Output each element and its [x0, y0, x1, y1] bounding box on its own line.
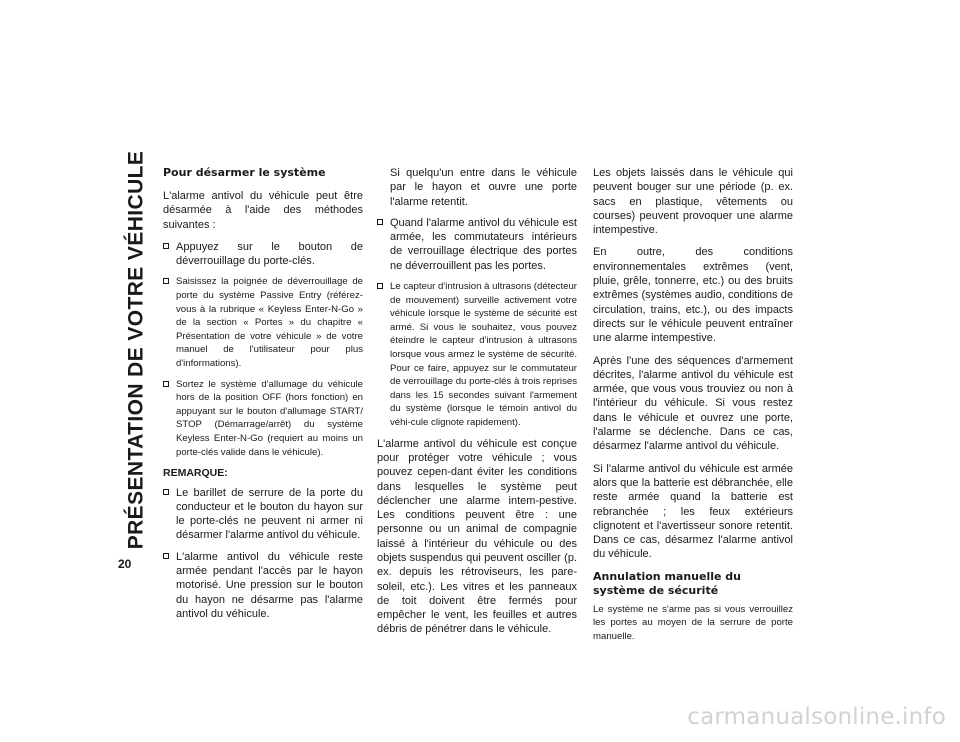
disarm-intro: L'alarme antivol du véhicule peut être désarmée à l'aide des méthodes suivantes :: [163, 190, 363, 231]
paragraph: Si l'alarme antivol du véhicule est armée alors que la batterie est débranchée, elle reste armée quand la batterie est rebranchée ; les feux extérieurs clignotent et l'avertisseur sonore retentit. Dans ce cas, désarmez l'alarme antivol du véhicule.: [593, 462, 793, 561]
paragraph: En outre, des conditions environnementales extrêmes (vent, pluie, grêle, tonnerre, etc.) ou des bruits extrêmes (systèmes audio, conditions de circulation, trains, etc.), ou des impacts directs sur le véhicule peuvent entraîner une alarme intempestive.: [593, 246, 793, 345]
square-bullet-icon: [163, 243, 169, 249]
section-title: PRÉSENTATION DE VOTRE VÉHICULE: [124, 150, 147, 550]
section-side-tab: [116, 150, 156, 550]
manual-override-text: Le système ne s'arme pas si vous verrouillez les portes au moyen de la serrure de porte manuelle.: [593, 603, 793, 642]
column-3: [593, 166, 793, 644]
list-item: Appuyez sur le bouton de déverrouillage du porte-clés.: [163, 240, 363, 269]
list-item: Sortez le système d'allumage du véhicule hors de la position OFF (hors fonction) en appuyant sur le bouton d'allumage START/ STOP (Démarrage/arrêt) du système Keyless Enter-N-Go (requiert au moins un porte-clés valide dans le véhicule).: [163, 378, 363, 460]
paragraph: Les objets laissés dans le véhicule qui peuvent bouger sur une période (p. ex. sacs en plastique, vêtements ou courses) peuvent provoquer une alarme intempestive.: [593, 167, 793, 237]
column-2: [377, 166, 577, 645]
list-item: Le capteur d'intrusion à ultrasons (détecteur de mouvement) surveille activement votre véhicule lorsque le système de sécurité est armé. Si vous le souhaitez, vous pouvez éteindre le capteur d'intrusion à ultrasons lorsque vous armez le système de sécurité. Pour ce faire, appuyez sur le commutateur de verrouillage du porte-clés à trois reprises dans les 15 secondes suivant l'armement du système (lorsque le témoin antivol du véhi-cule clignote rapidement).: [377, 280, 577, 430]
remark-list: [163, 486, 363, 622]
list-item: Le barillet de serrure de la porte du conducteur et le bouton du hayon sur le porte-clés ne peuvent ni armer ni désarmer l'alarme antivol du véhicule.: [163, 486, 363, 543]
manual-override-heading: Annulation manuelle du système de sécurité: [593, 569, 741, 597]
square-bullet-icon: [377, 283, 383, 289]
square-bullet-icon: [377, 219, 383, 225]
continued-remark: Si quelqu'un entre dans le véhicule par le hayon et ouvre une porte l'alarme retentit.: [390, 167, 577, 208]
page-number: 20: [118, 557, 132, 571]
false-alarm-paragraph: L'alarme antivol du véhicule est conçue pour protéger votre véhicule ; vous pouvez cepen-dant éviter les conditions dans lesquelles le système peut déclencher une alarme intem-pestive. Les conditions peuvent être : une personne ou un animal de compagnie laissé à l'intérieur du véhicule ou des objets suspendus qui peuvent osciller (p. ex. depuis les rétroviseurs, les pare-soleil, etc.). Les vitres et les panneaux de toit doivent être fermés pour empêcher le vent, les feuilles et autres débris de pénétrer dans le véhicule.: [377, 437, 577, 636]
square-bullet-icon: [163, 278, 169, 284]
watermark: carmanualsonline.info: [687, 704, 946, 730]
square-bullet-icon: [163, 489, 169, 495]
remark-list-continued: [377, 216, 577, 430]
column-1: [163, 166, 363, 628]
list-item: L'alarme antivol du véhicule reste armée pendant l'accès par le hayon motorisé. Une pression sur le bouton du hayon ne désarme pas l'alarme antivol du véhicule.: [163, 550, 363, 621]
list-item: Saisissez la poignée de déverrouillage de porte du système Passive Entry (référez-vous à la rubrique « Keyless Enter-N-Go » de la section « Portes » du chapitre « Présentation de votre véhicule » de votre manuel de l'utilisateur pour plus d'informations).: [163, 275, 363, 370]
list-item: Quand l'alarme antivol du véhicule est armée, les commutateurs intérieurs de verrouillage électrique des portes ne déverrouillent pas les portes.: [377, 216, 577, 273]
square-bullet-icon: [163, 553, 169, 559]
remark-label: REMARQUE:: [163, 467, 228, 480]
disarm-methods-list: [163, 240, 363, 459]
paragraph: Après l'une des séquences d'armement décrites, l'alarme antivol du véhicule est armée, que vous vous trouviez ou non à l'intérieur du véhicule. Si vous restez dans le véhicule et ouvrez une porte, l'alarme se déclenche. Dans ce cas, désarmez l'alarme antivol du véhicule.: [593, 354, 793, 453]
square-bullet-icon: [163, 381, 169, 387]
disarm-heading: Pour désarmer le système: [163, 166, 326, 179]
